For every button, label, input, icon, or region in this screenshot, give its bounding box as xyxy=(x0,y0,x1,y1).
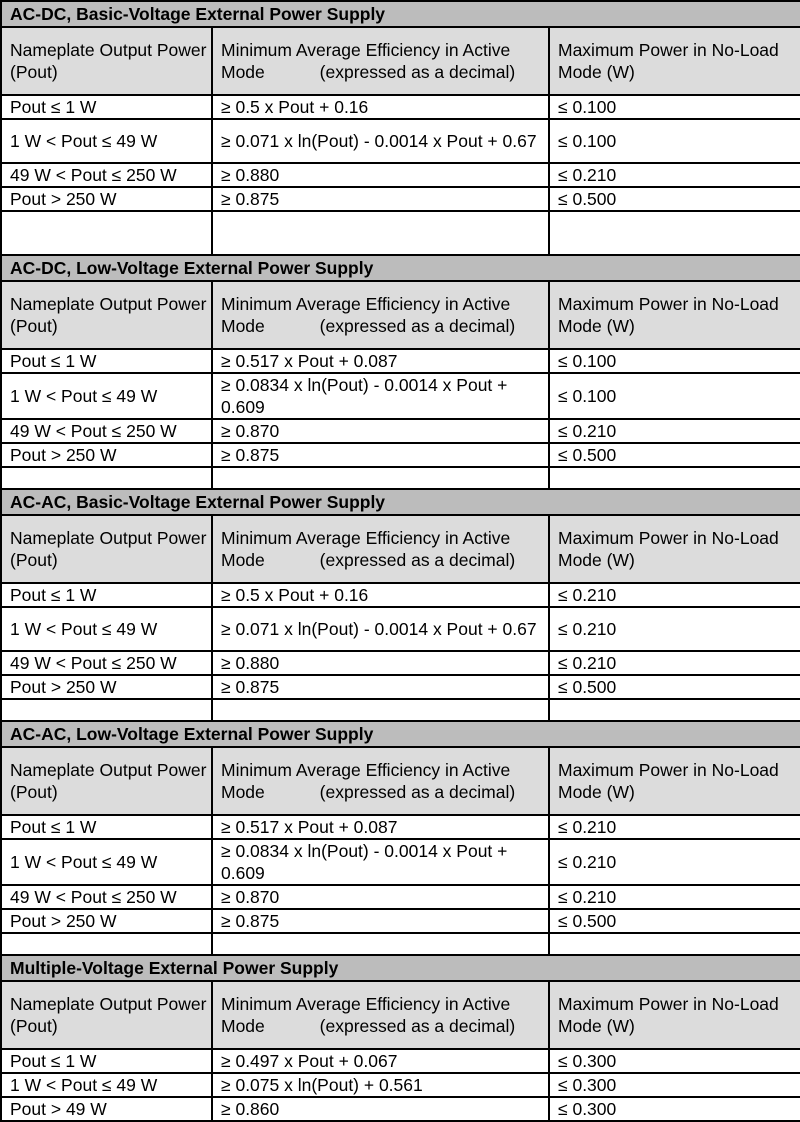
section-title: AC-DC, Basic-Voltage External Power Supply xyxy=(1,1,800,27)
table-row xyxy=(1,119,800,163)
cell-min-efficiency: ≥ 0.880 xyxy=(212,651,549,675)
table-row xyxy=(1,349,800,373)
blank-row xyxy=(1,933,800,955)
header-max-no-load-power: Maximum Power in No-Load Mode (W) xyxy=(549,981,800,1049)
table-row xyxy=(1,163,800,187)
header-min-efficiency-line1: Minimum Average Efficiency in Active Mode xyxy=(221,528,511,570)
cell-output-power: Pout > 250 W xyxy=(1,187,212,211)
cell-min-efficiency: ≥ 0.875 xyxy=(212,187,549,211)
table-row xyxy=(1,1097,800,1121)
section-title: Multiple-Voltage External Power Supply xyxy=(1,955,800,981)
section-title-row xyxy=(1,255,800,281)
cell-max-no-load-power: ≤ 0.210 xyxy=(549,163,800,187)
cell-min-efficiency: ≥ 0.870 xyxy=(212,419,549,443)
header-min-efficiency-line2: (expressed as a decimal) xyxy=(319,550,516,570)
cell-output-power: Pout ≤ 1 W xyxy=(1,815,212,839)
section-title: AC-DC, Low-Voltage External Power Supply xyxy=(1,255,800,281)
blank-row xyxy=(1,467,800,489)
cell-min-efficiency: ≥ 0.071 x ln(Pout) - 0.0014 x Pout + 0.67 xyxy=(212,119,549,163)
cell-output-power: 1 W < Pout ≤ 49 W xyxy=(1,839,212,885)
blank-cell xyxy=(212,211,549,255)
blank-cell xyxy=(1,467,212,489)
table-row xyxy=(1,1049,800,1073)
cell-min-efficiency: ≥ 0.0834 x ln(Pout) - 0.0014 x Pout + 0.609 xyxy=(212,373,549,419)
table-row xyxy=(1,443,800,467)
cell-max-no-load-power: ≤ 0.500 xyxy=(549,909,800,933)
cell-min-efficiency: ≥ 0.5 x Pout + 0.16 xyxy=(212,95,549,119)
section-title-row xyxy=(1,955,800,981)
blank-cell xyxy=(549,699,800,721)
header-min-efficiency xyxy=(212,27,549,95)
header-min-efficiency-line1: Minimum Average Efficiency in Active Mode xyxy=(221,40,511,82)
cell-max-no-load-power: ≤ 0.210 xyxy=(549,815,800,839)
cell-min-efficiency: ≥ 0.875 xyxy=(212,443,549,467)
cell-max-no-load-power: ≤ 0.300 xyxy=(549,1049,800,1073)
header-min-efficiency-line1: Minimum Average Efficiency in Active Mode xyxy=(221,994,511,1036)
header-max-no-load-power: Maximum Power in No-Load Mode (W) xyxy=(549,747,800,815)
table-row xyxy=(1,187,800,211)
header-output-power: Nameplate Output Power (Pout) xyxy=(1,515,212,583)
cell-max-no-load-power: ≤ 0.210 xyxy=(549,651,800,675)
column-header-row xyxy=(1,515,800,583)
column-header-row xyxy=(1,27,800,95)
cell-max-no-load-power: ≤ 0.500 xyxy=(549,443,800,467)
cell-min-efficiency: ≥ 0.870 xyxy=(212,885,549,909)
blank-cell xyxy=(1,699,212,721)
table-row xyxy=(1,651,800,675)
column-header-row xyxy=(1,281,800,349)
table-row xyxy=(1,419,800,443)
cell-min-efficiency: ≥ 0.875 xyxy=(212,675,549,699)
blank-row xyxy=(1,699,800,721)
header-min-efficiency-line1: Minimum Average Efficiency in Active Mode xyxy=(221,294,511,336)
cell-output-power: 49 W < Pout ≤ 250 W xyxy=(1,419,212,443)
table-row xyxy=(1,839,800,885)
header-max-no-load-power: Maximum Power in No-Load Mode (W) xyxy=(549,281,800,349)
cell-max-no-load-power: ≤ 0.210 xyxy=(549,839,800,885)
header-min-efficiency-line1: Minimum Average Efficiency in Active Mode xyxy=(221,760,511,802)
cell-output-power: 1 W < Pout ≤ 49 W xyxy=(1,373,212,419)
cell-output-power: Pout ≤ 1 W xyxy=(1,349,212,373)
cell-min-efficiency: ≥ 0.497 x Pout + 0.067 xyxy=(212,1049,549,1073)
cell-max-no-load-power: ≤ 0.500 xyxy=(549,675,800,699)
blank-cell xyxy=(1,211,212,255)
header-output-power: Nameplate Output Power (Pout) xyxy=(1,281,212,349)
table-row xyxy=(1,607,800,651)
cell-min-efficiency: ≥ 0.517 x Pout + 0.087 xyxy=(212,815,549,839)
cell-output-power: 49 W < Pout ≤ 250 W xyxy=(1,651,212,675)
cell-output-power: 49 W < Pout ≤ 250 W xyxy=(1,885,212,909)
cell-max-no-load-power: ≤ 0.210 xyxy=(549,885,800,909)
cell-max-no-load-power: ≤ 0.210 xyxy=(549,419,800,443)
table-row xyxy=(1,909,800,933)
header-min-efficiency-line2: (expressed as a decimal) xyxy=(319,782,516,802)
header-min-efficiency xyxy=(212,981,549,1049)
blank-cell xyxy=(549,933,800,955)
cell-max-no-load-power: ≤ 0.500 xyxy=(549,187,800,211)
blank-cell xyxy=(549,467,800,489)
table-row xyxy=(1,815,800,839)
table-row xyxy=(1,1073,800,1097)
table-row xyxy=(1,95,800,119)
cell-output-power: Pout ≤ 1 W xyxy=(1,583,212,607)
cell-output-power: 1 W < Pout ≤ 49 W xyxy=(1,607,212,651)
blank-cell xyxy=(212,699,549,721)
cell-min-efficiency: ≥ 0.075 x ln(Pout) + 0.561 xyxy=(212,1073,549,1097)
header-max-no-load-power: Maximum Power in No-Load Mode (W) xyxy=(549,515,800,583)
header-output-power: Nameplate Output Power (Pout) xyxy=(1,747,212,815)
table-row xyxy=(1,885,800,909)
column-header-row xyxy=(1,981,800,1049)
header-min-efficiency xyxy=(212,747,549,815)
cell-output-power: Pout > 49 W xyxy=(1,1097,212,1121)
cell-output-power: Pout > 250 W xyxy=(1,909,212,933)
header-min-efficiency-line2: (expressed as a decimal) xyxy=(319,1016,516,1036)
cell-max-no-load-power: ≤ 0.300 xyxy=(549,1097,800,1121)
blank-cell xyxy=(1,933,212,955)
cell-min-efficiency: ≥ 0.071 x ln(Pout) - 0.0014 x Pout + 0.67 xyxy=(212,607,549,651)
cell-min-efficiency: ≥ 0.0834 x ln(Pout) - 0.0014 x Pout + 0.609 xyxy=(212,839,549,885)
header-max-no-load-power: Maximum Power in No-Load Mode (W) xyxy=(549,27,800,95)
cell-min-efficiency: ≥ 0.880 xyxy=(212,163,549,187)
cell-output-power: 1 W < Pout ≤ 49 W xyxy=(1,1073,212,1097)
cell-max-no-load-power: ≤ 0.100 xyxy=(549,373,800,419)
cell-output-power: Pout ≤ 1 W xyxy=(1,1049,212,1073)
cell-min-efficiency: ≥ 0.860 xyxy=(212,1097,549,1121)
section-title-row xyxy=(1,489,800,515)
cell-max-no-load-power: ≤ 0.100 xyxy=(549,349,800,373)
section-title: AC-AC, Basic-Voltage External Power Supply xyxy=(1,489,800,515)
header-min-efficiency xyxy=(212,281,549,349)
cell-min-efficiency: ≥ 0.5 x Pout + 0.16 xyxy=(212,583,549,607)
cell-min-efficiency: ≥ 0.875 xyxy=(212,909,549,933)
blank-cell xyxy=(549,211,800,255)
section-title-row xyxy=(1,1,800,27)
cell-output-power: 1 W < Pout ≤ 49 W xyxy=(1,119,212,163)
section-title-row xyxy=(1,721,800,747)
column-header-row xyxy=(1,747,800,815)
cell-output-power: Pout > 250 W xyxy=(1,443,212,467)
header-min-efficiency-line2: (expressed as a decimal) xyxy=(319,316,516,336)
blank-cell xyxy=(212,933,549,955)
section-title: AC-AC, Low-Voltage External Power Supply xyxy=(1,721,800,747)
cell-min-efficiency: ≥ 0.517 x Pout + 0.087 xyxy=(212,349,549,373)
blank-cell xyxy=(212,467,549,489)
cell-max-no-load-power: ≤ 0.100 xyxy=(549,119,800,163)
header-min-efficiency xyxy=(212,515,549,583)
header-min-efficiency-line2: (expressed as a decimal) xyxy=(319,62,516,82)
cell-max-no-load-power: ≤ 0.210 xyxy=(549,583,800,607)
table-body xyxy=(1,1,800,1121)
cell-output-power: Pout > 250 W xyxy=(1,675,212,699)
cell-max-no-load-power: ≤ 0.300 xyxy=(549,1073,800,1097)
table-row xyxy=(1,675,800,699)
blank-row xyxy=(1,211,800,255)
table-row xyxy=(1,583,800,607)
table-row xyxy=(1,373,800,419)
cell-output-power: 49 W < Pout ≤ 250 W xyxy=(1,163,212,187)
cell-output-power: Pout ≤ 1 W xyxy=(1,95,212,119)
cell-max-no-load-power: ≤ 0.100 xyxy=(549,95,800,119)
cell-max-no-load-power: ≤ 0.210 xyxy=(549,607,800,651)
header-output-power: Nameplate Output Power (Pout) xyxy=(1,981,212,1049)
header-output-power: Nameplate Output Power (Pout) xyxy=(1,27,212,95)
